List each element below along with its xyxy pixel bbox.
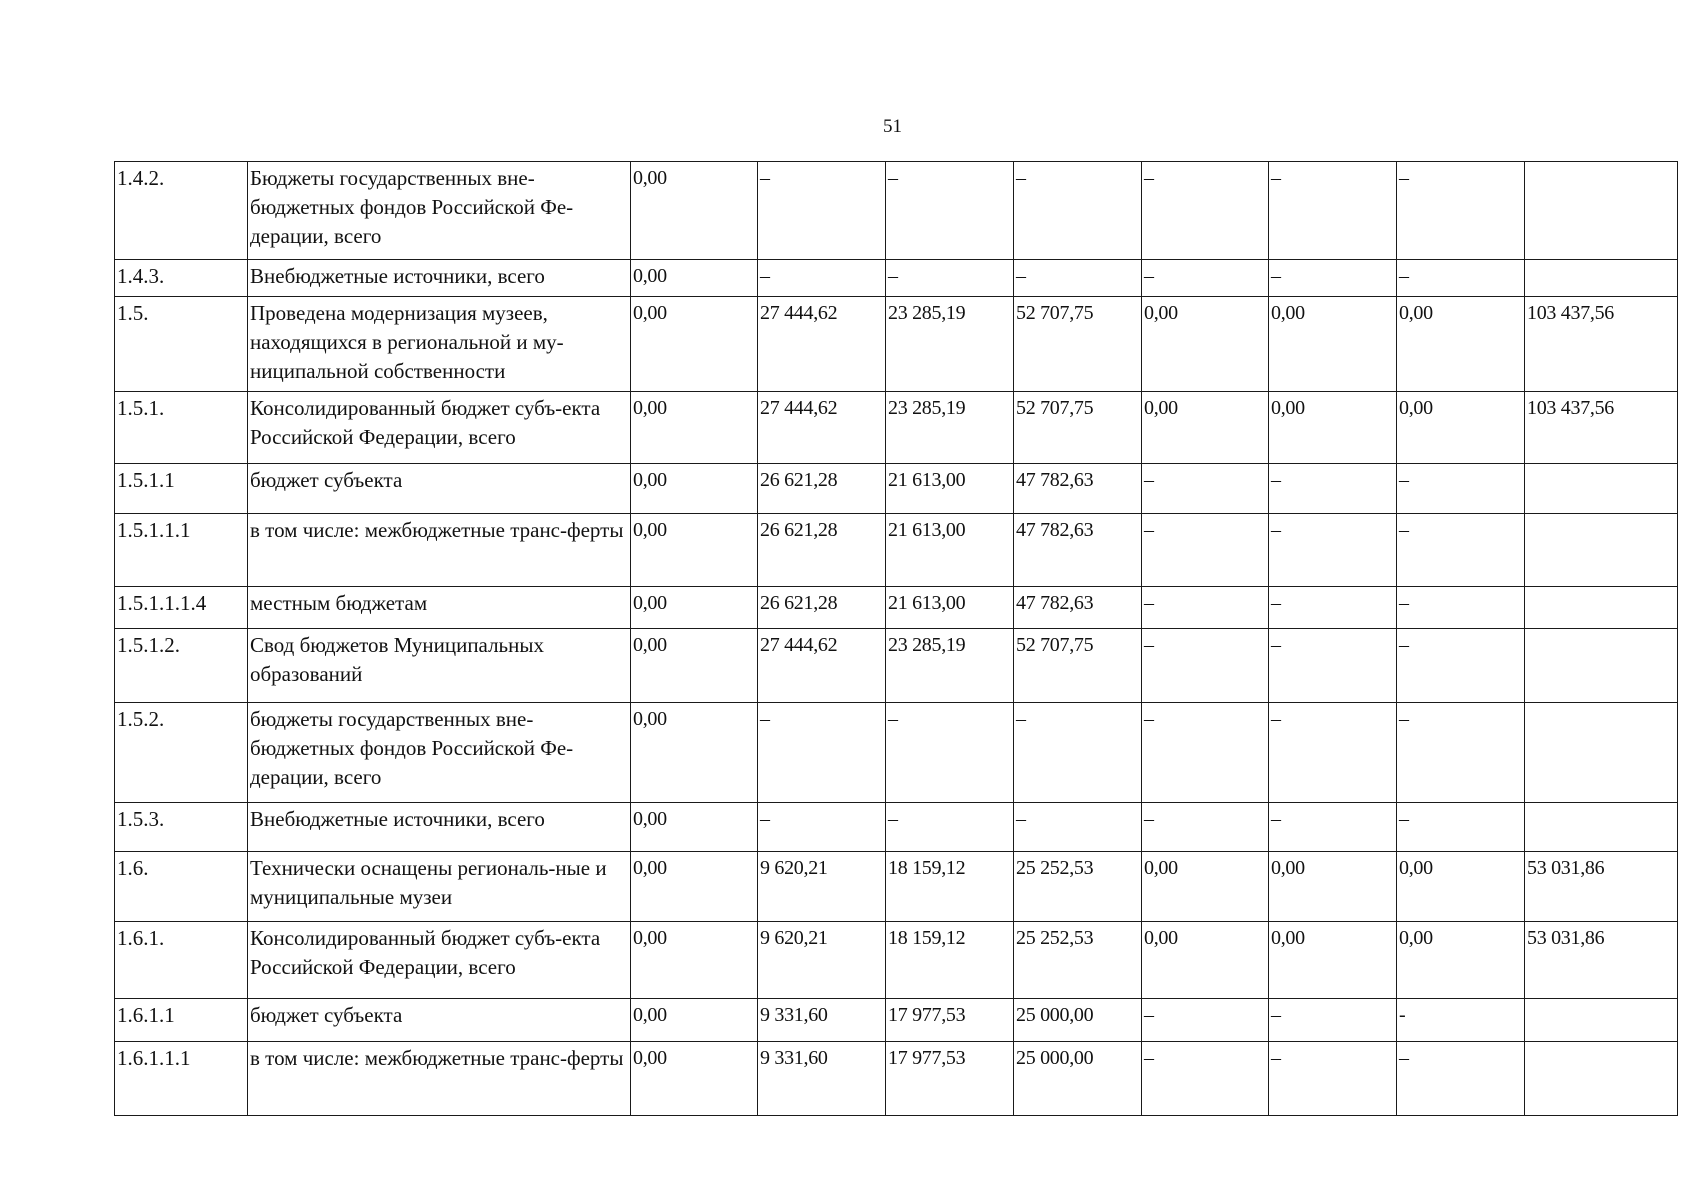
value-cell: – [1397, 464, 1525, 514]
value-cell: – [1397, 629, 1525, 703]
value-cell: 0,00 [631, 162, 758, 260]
value-cell: – [1142, 162, 1269, 260]
table-row [115, 629, 1678, 703]
row-name: Проведена модернизация музеев, находящихся в региональной и му-ниципальной собственности [248, 297, 631, 392]
value-cell: – [1269, 162, 1397, 260]
value-cell [1525, 514, 1678, 587]
row-code: 1.6.1. [115, 922, 248, 999]
value-cell: 0,00 [631, 703, 758, 803]
value-cell: – [886, 260, 1014, 297]
value-cell: 17 977,53 [886, 999, 1014, 1042]
value-cell: 47 782,63 [1014, 587, 1142, 629]
value-cell: 9 331,60 [758, 1042, 886, 1116]
value-cell: 0,00 [1269, 922, 1397, 999]
value-cell [1525, 629, 1678, 703]
value-cell: 18 159,12 [886, 852, 1014, 922]
value-cell: 0,00 [1142, 297, 1269, 392]
value-cell: 0,00 [631, 464, 758, 514]
value-cell: – [1269, 803, 1397, 852]
row-name: местным бюджетам [248, 587, 631, 629]
value-cell: – [1269, 703, 1397, 803]
value-cell: 0,00 [631, 922, 758, 999]
value-cell: – [886, 703, 1014, 803]
value-cell: – [1269, 514, 1397, 587]
value-cell: 27 444,62 [758, 297, 886, 392]
value-cell: – [1142, 703, 1269, 803]
value-cell: – [1269, 587, 1397, 629]
value-cell: 25 252,53 [1014, 922, 1142, 999]
value-cell: 26 621,28 [758, 587, 886, 629]
value-cell: 0,00 [631, 587, 758, 629]
value-cell: – [758, 703, 886, 803]
value-cell: – [1269, 1042, 1397, 1116]
value-cell: - [1397, 999, 1525, 1042]
value-cell: 0,00 [1142, 852, 1269, 922]
value-cell: 9 620,21 [758, 922, 886, 999]
value-cell: – [1142, 260, 1269, 297]
value-cell [1525, 260, 1678, 297]
row-name: в том числе: межбюджетные транс-ферты [248, 514, 631, 587]
value-cell: 25 252,53 [1014, 852, 1142, 922]
row-code: 1.5.1.1 [115, 464, 248, 514]
value-cell: – [758, 803, 886, 852]
value-cell: – [1397, 703, 1525, 803]
value-cell: 21 613,00 [886, 587, 1014, 629]
value-cell: 103 437,56 [1525, 297, 1678, 392]
value-cell: 23 285,19 [886, 629, 1014, 703]
value-cell: 0,00 [631, 852, 758, 922]
value-cell: 47 782,63 [1014, 514, 1142, 587]
value-cell: 0,00 [1397, 297, 1525, 392]
value-cell: – [1142, 1042, 1269, 1116]
value-cell: 0,00 [631, 297, 758, 392]
value-cell: – [1142, 999, 1269, 1042]
row-code: 1.5.3. [115, 803, 248, 852]
budget-table [114, 161, 1678, 1116]
table-row [115, 999, 1678, 1042]
value-cell: 0,00 [631, 514, 758, 587]
table-row [115, 297, 1678, 392]
value-cell [1525, 999, 1678, 1042]
value-cell: 52 707,75 [1014, 297, 1142, 392]
value-cell: 9 331,60 [758, 999, 886, 1042]
row-code: 1.6.1.1.1 [115, 1042, 248, 1116]
value-cell: 23 285,19 [886, 297, 1014, 392]
row-name: Свод бюджетов Муниципальных образований [248, 629, 631, 703]
row-name: Внебюджетные источники, всего [248, 803, 631, 852]
value-cell: 21 613,00 [886, 514, 1014, 587]
value-cell: – [758, 260, 886, 297]
table-row [115, 1042, 1678, 1116]
row-name: Внебюджетные источники, всего [248, 260, 631, 297]
table-row [115, 260, 1678, 297]
row-name: Технически оснащены региональ-ные и муниципальные музеи [248, 852, 631, 922]
row-name: в том числе: межбюджетные транс-ферты [248, 1042, 631, 1116]
table-row [115, 852, 1678, 922]
value-cell: 0,00 [631, 392, 758, 464]
row-code: 1.5.2. [115, 703, 248, 803]
value-cell: 25 000,00 [1014, 999, 1142, 1042]
value-cell: 0,00 [631, 260, 758, 297]
value-cell: – [1397, 514, 1525, 587]
table-row [115, 587, 1678, 629]
value-cell: – [1269, 629, 1397, 703]
value-cell: 53 031,86 [1525, 922, 1678, 999]
table-row [115, 703, 1678, 803]
value-cell: 52 707,75 [1014, 392, 1142, 464]
page-number: 51 [883, 116, 902, 137]
value-cell: – [1142, 464, 1269, 514]
value-cell: 53 031,86 [1525, 852, 1678, 922]
value-cell: – [886, 803, 1014, 852]
value-cell: – [1142, 587, 1269, 629]
value-cell: 23 285,19 [886, 392, 1014, 464]
value-cell: 21 613,00 [886, 464, 1014, 514]
value-cell: 27 444,62 [758, 392, 886, 464]
value-cell: – [1397, 260, 1525, 297]
value-cell: – [1014, 703, 1142, 803]
value-cell: 26 621,28 [758, 464, 886, 514]
value-cell: 25 000,00 [1014, 1042, 1142, 1116]
value-cell: 17 977,53 [886, 1042, 1014, 1116]
value-cell: 47 782,63 [1014, 464, 1142, 514]
value-cell: 27 444,62 [758, 629, 886, 703]
value-cell [1525, 587, 1678, 629]
value-cell: 103 437,56 [1525, 392, 1678, 464]
row-code: 1.5.1.1.1.4 [115, 587, 248, 629]
value-cell: 0,00 [1142, 922, 1269, 999]
value-cell: – [1397, 803, 1525, 852]
value-cell: 0,00 [1269, 852, 1397, 922]
value-cell: – [1014, 803, 1142, 852]
row-name: бюджет субъекта [248, 999, 631, 1042]
row-code: 1.4.3. [115, 260, 248, 297]
table-row [115, 392, 1678, 464]
value-cell: 0,00 [1269, 392, 1397, 464]
row-name: бюджеты государственных вне-бюджетных фондов Российской Фе-дерации, всего [248, 703, 631, 803]
value-cell [1525, 1042, 1678, 1116]
value-cell: – [1397, 587, 1525, 629]
value-cell: – [1014, 162, 1142, 260]
value-cell: – [886, 162, 1014, 260]
row-code: 1.6. [115, 852, 248, 922]
row-code: 1.6.1.1 [115, 999, 248, 1042]
row-name: Консолидированный бюджет субъ-екта Российской Федерации, всего [248, 392, 631, 464]
value-cell: 0,00 [1397, 852, 1525, 922]
value-cell: 0,00 [1142, 392, 1269, 464]
value-cell: 18 159,12 [886, 922, 1014, 999]
row-name: бюджет субъекта [248, 464, 631, 514]
value-cell [1525, 803, 1678, 852]
value-cell: – [1142, 803, 1269, 852]
value-cell: 0,00 [631, 803, 758, 852]
table-row [115, 162, 1678, 260]
value-cell [1525, 162, 1678, 260]
value-cell: 9 620,21 [758, 852, 886, 922]
value-cell: – [1142, 514, 1269, 587]
table-row [115, 464, 1678, 514]
value-cell: – [1269, 999, 1397, 1042]
value-cell: 26 621,28 [758, 514, 886, 587]
row-code: 1.4.2. [115, 162, 248, 260]
value-cell [1525, 464, 1678, 514]
value-cell: 0,00 [1269, 297, 1397, 392]
table-row [115, 514, 1678, 587]
value-cell: – [1397, 162, 1525, 260]
row-code: 1.5.1. [115, 392, 248, 464]
value-cell: 0,00 [631, 1042, 758, 1116]
row-code: 1.5.1.2. [115, 629, 248, 703]
row-code: 1.5. [115, 297, 248, 392]
value-cell [1525, 703, 1678, 803]
value-cell: – [1142, 629, 1269, 703]
table-row [115, 803, 1678, 852]
value-cell: 0,00 [1397, 392, 1525, 464]
value-cell: – [1397, 1042, 1525, 1116]
table-row [115, 922, 1678, 999]
value-cell: – [758, 162, 886, 260]
value-cell: 0,00 [631, 629, 758, 703]
row-name: Консолидированный бюджет субъ-екта Российской Федерации, всего [248, 922, 631, 999]
row-name: Бюджеты государственных вне-бюджетных фондов Российской Фе-дерации, всего [248, 162, 631, 260]
value-cell: 52 707,75 [1014, 629, 1142, 703]
value-cell: – [1269, 464, 1397, 514]
value-cell: – [1269, 260, 1397, 297]
row-code: 1.5.1.1.1 [115, 514, 248, 587]
value-cell: 0,00 [631, 999, 758, 1042]
value-cell: – [1014, 260, 1142, 297]
value-cell: 0,00 [1397, 922, 1525, 999]
